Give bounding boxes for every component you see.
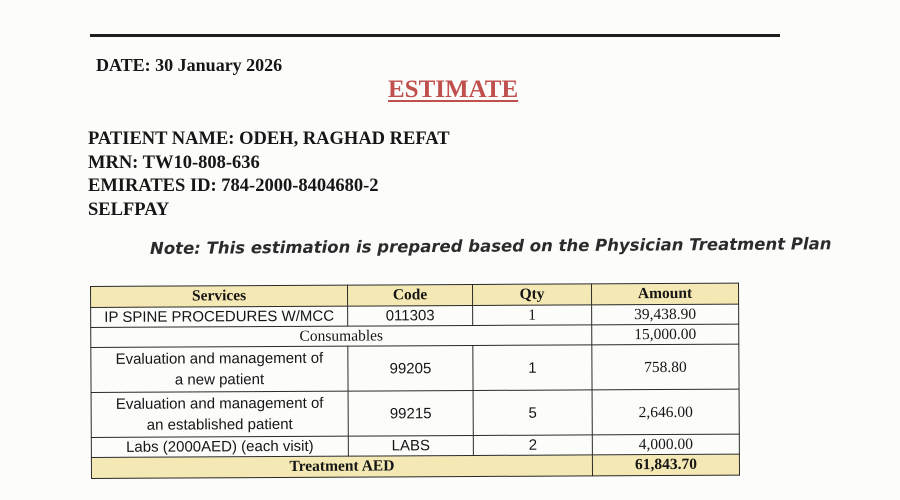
service-cell: Labs (2000AED) (each visit) xyxy=(91,436,348,457)
payment-type: SELFPAY xyxy=(88,199,170,220)
header-qty: Qty xyxy=(472,284,591,306)
document-title: ESTIMATE xyxy=(388,76,519,103)
qty-cell: 5 xyxy=(473,390,592,436)
patient-info xyxy=(88,128,450,222)
service-line-1: Evaluation and management of xyxy=(115,349,324,368)
mrn-line: MRN: TW10-808-636 xyxy=(88,152,260,173)
code-cell: 99205 xyxy=(348,345,473,391)
amount-cell: 2,646.00 xyxy=(592,389,739,435)
total-row xyxy=(91,454,739,478)
code-cell: 011303 xyxy=(348,305,473,326)
service-cell: IP SPINE PROCEDURES W/MCC xyxy=(91,306,348,327)
qty-cell: 2 xyxy=(473,435,592,456)
service-line-2: a new patient xyxy=(174,371,265,389)
total-label: Treatment AED xyxy=(91,455,592,479)
estimate-table xyxy=(90,283,740,479)
amount-cell: 15,000.00 xyxy=(592,324,739,345)
amount-cell: 4,000.00 xyxy=(592,434,739,455)
table-row xyxy=(91,344,739,392)
amount-cell: 39,438.90 xyxy=(592,304,739,325)
date-line: DATE: 30 January 2026 xyxy=(96,55,283,75)
header-services: Services xyxy=(91,285,348,307)
service-line-1: Evaluation and management of xyxy=(115,394,324,413)
estimation-note: Note: This estimation is prepared based on the Physician Treatment Plan xyxy=(149,234,832,258)
top-divider xyxy=(90,34,780,37)
header-code: Code xyxy=(347,284,472,306)
code-cell: LABS xyxy=(348,435,473,456)
qty-cell: 1 xyxy=(473,305,592,326)
header-amount: Amount xyxy=(591,283,738,305)
service-line-2: an established patient xyxy=(146,415,293,434)
service-cell xyxy=(91,391,348,437)
qty-cell: 1 xyxy=(473,345,592,391)
amount-cell: 758.80 xyxy=(592,344,739,390)
patient-name-line: PATIENT NAME: ODEH, RAGHAD REFAT xyxy=(88,129,450,149)
service-cell: Consumables xyxy=(91,325,592,348)
emirates-id-line: EMIRATES ID: 784-2000-8404680-2 xyxy=(88,176,379,196)
service-cell xyxy=(91,346,348,392)
total-amount: 61,843.70 xyxy=(592,454,739,476)
code-cell: 99215 xyxy=(348,390,473,436)
table-row xyxy=(91,389,739,437)
